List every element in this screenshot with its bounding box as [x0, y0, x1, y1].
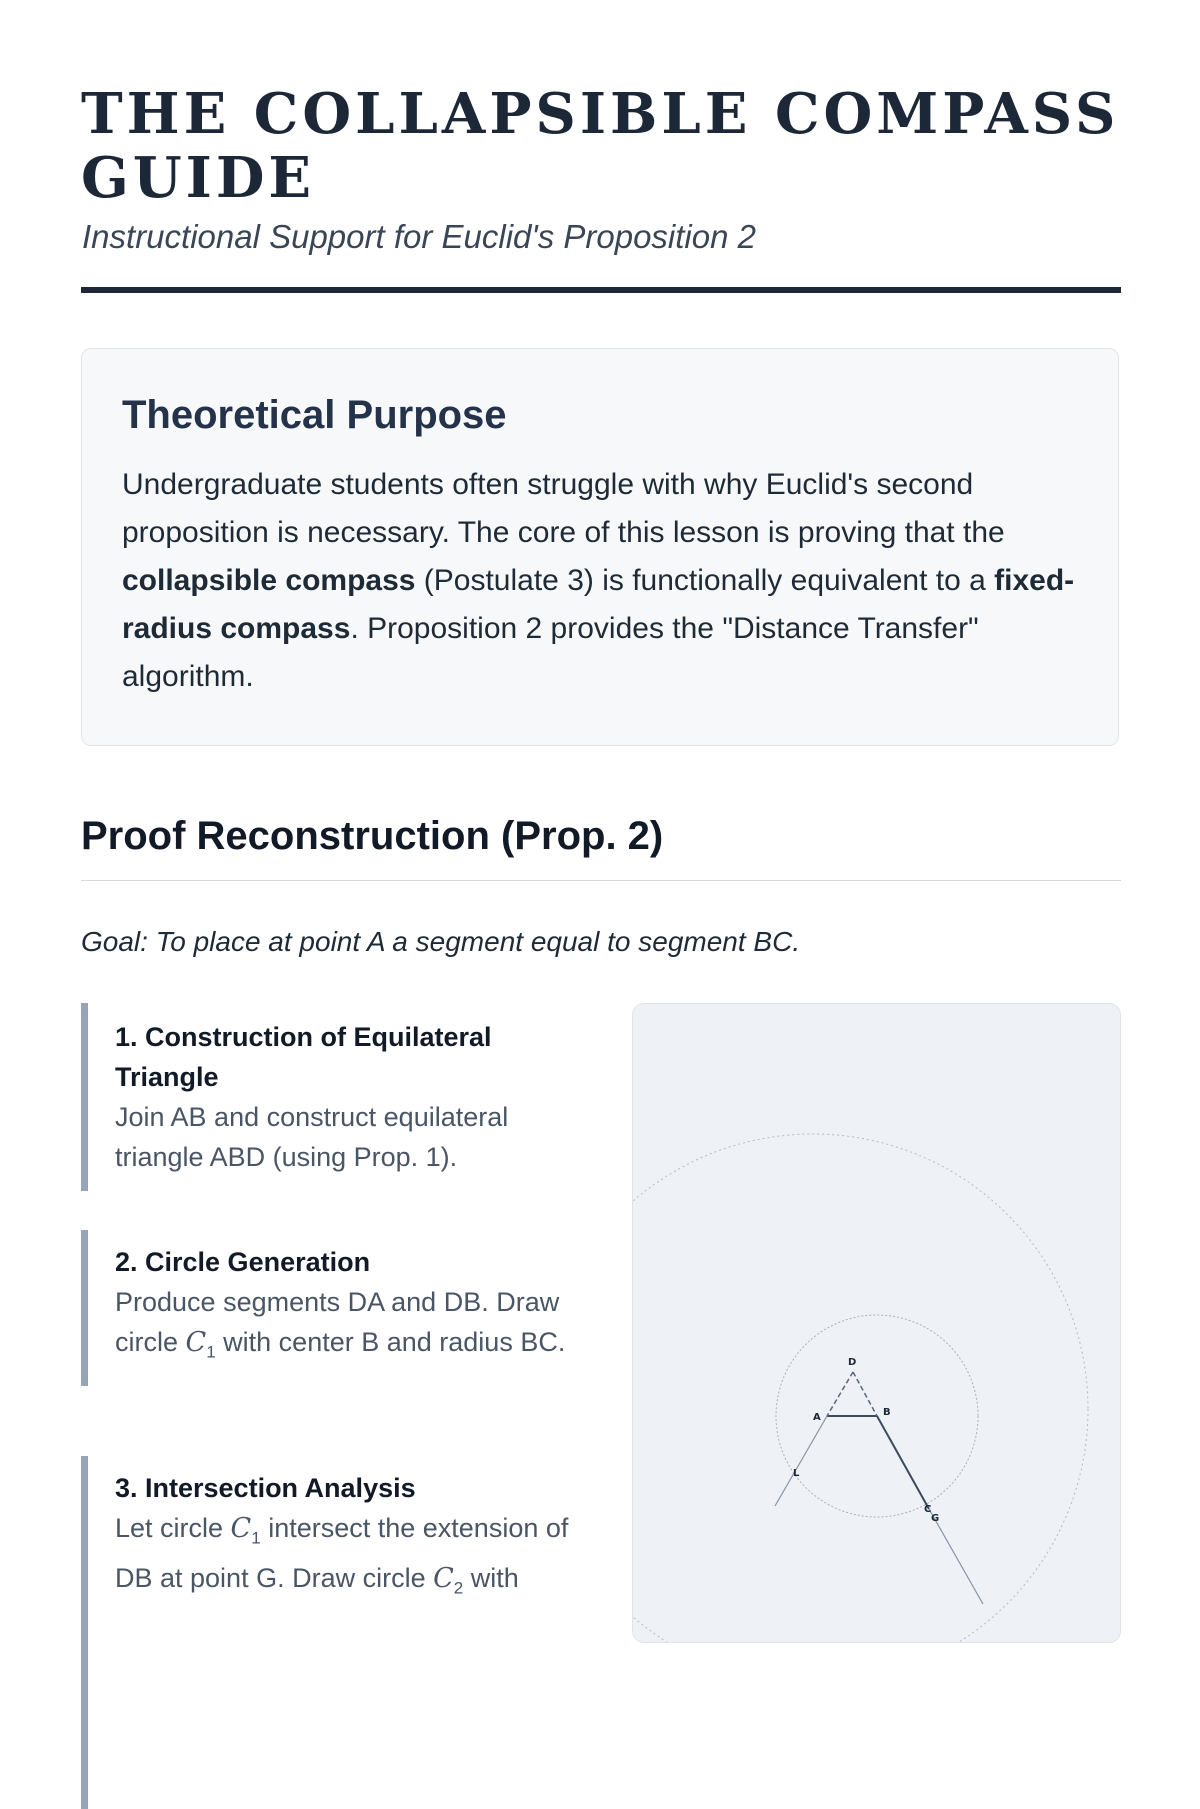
step-2-math-sub: 1: [206, 1342, 216, 1362]
diagram-svg: [633, 1004, 1121, 1643]
purpose-text: [122, 461, 1082, 701]
proof-step-1: [81, 1003, 585, 1191]
page-title: THE COLLAPSIBLE COMPASS GUIDE: [81, 81, 1120, 211]
page-subtitle: Instructional Support for Euclid's Proposition 2: [82, 218, 756, 255]
header-divider: [81, 287, 1121, 293]
segment-db: [853, 1372, 877, 1416]
purpose-heading: Theoretical Purpose: [122, 393, 507, 437]
purpose-text-part-3: . Proposition 2 provides the "Distance Transfer" algorithm.: [122, 612, 979, 693]
step-3-title: 3. Intersection Analysis: [115, 1473, 416, 1503]
step-3-math-c2: C: [433, 1563, 454, 1595]
purpose-bold-fixed: fixed-radius compass: [122, 564, 1075, 645]
label-d: D: [848, 1357, 857, 1368]
segment-da: [827, 1372, 853, 1416]
circle-c2: [633, 1134, 1088, 1643]
construction-diagram: [632, 1003, 1121, 1643]
step-3-math-sub-1: 1: [251, 1528, 261, 1548]
label-a: A: [813, 1412, 821, 1423]
label-l: L: [793, 1468, 800, 1479]
purpose-text-part-1: Undergraduate students often struggle with why Euclid's second proposition is necessary. The core of this lesson is proving that the: [122, 468, 1005, 549]
proof-step-2: [81, 1230, 585, 1386]
step-2-math-c: C: [185, 1327, 207, 1358]
step-2-text-b: with center B and radius BC.: [215, 1327, 566, 1357]
step-2-title: 2. Circle Generation: [115, 1247, 371, 1277]
step-1-text: Join AB and construct equilateral triangle ABD (using Prop. 1).: [115, 1102, 509, 1172]
step-2-text-a: Produce segments DA and DB. Draw circle: [115, 1287, 560, 1357]
theoretical-purpose-card: [81, 348, 1119, 746]
proof-goal: Goal: To place at point A a segment equal to segment BC.: [81, 926, 801, 957]
proof-divider: [81, 880, 1121, 881]
segment-bg: [877, 1416, 929, 1509]
step-3-text: [115, 1508, 585, 1609]
step-3-math-sub-2: 2: [453, 1578, 464, 1598]
step-2-text: [115, 1282, 585, 1372]
step-3-text-c: with: [463, 1563, 519, 1594]
label-g: G: [931, 1513, 940, 1524]
label-c: C: [924, 1504, 932, 1515]
purpose-bold-collapsible: collapsible compass: [122, 564, 416, 597]
step-3-math-c1: C: [230, 1513, 252, 1544]
step-3-text-b: intersect the extension of DB at point G. Draw circle: [115, 1513, 569, 1594]
proof-heading: Proof Reconstruction (Prop. 2): [81, 814, 664, 858]
purpose-text-part-2: (Postulate 3) is functionally equivalent to a: [415, 564, 995, 597]
step-3-text-a: Let circle: [115, 1513, 231, 1543]
proof-step-3: [81, 1456, 585, 1809]
label-b: B: [883, 1407, 891, 1418]
segment-al: [775, 1416, 827, 1506]
step-1-title: 1. Construction of Equilateral Triangle: [115, 1022, 492, 1092]
